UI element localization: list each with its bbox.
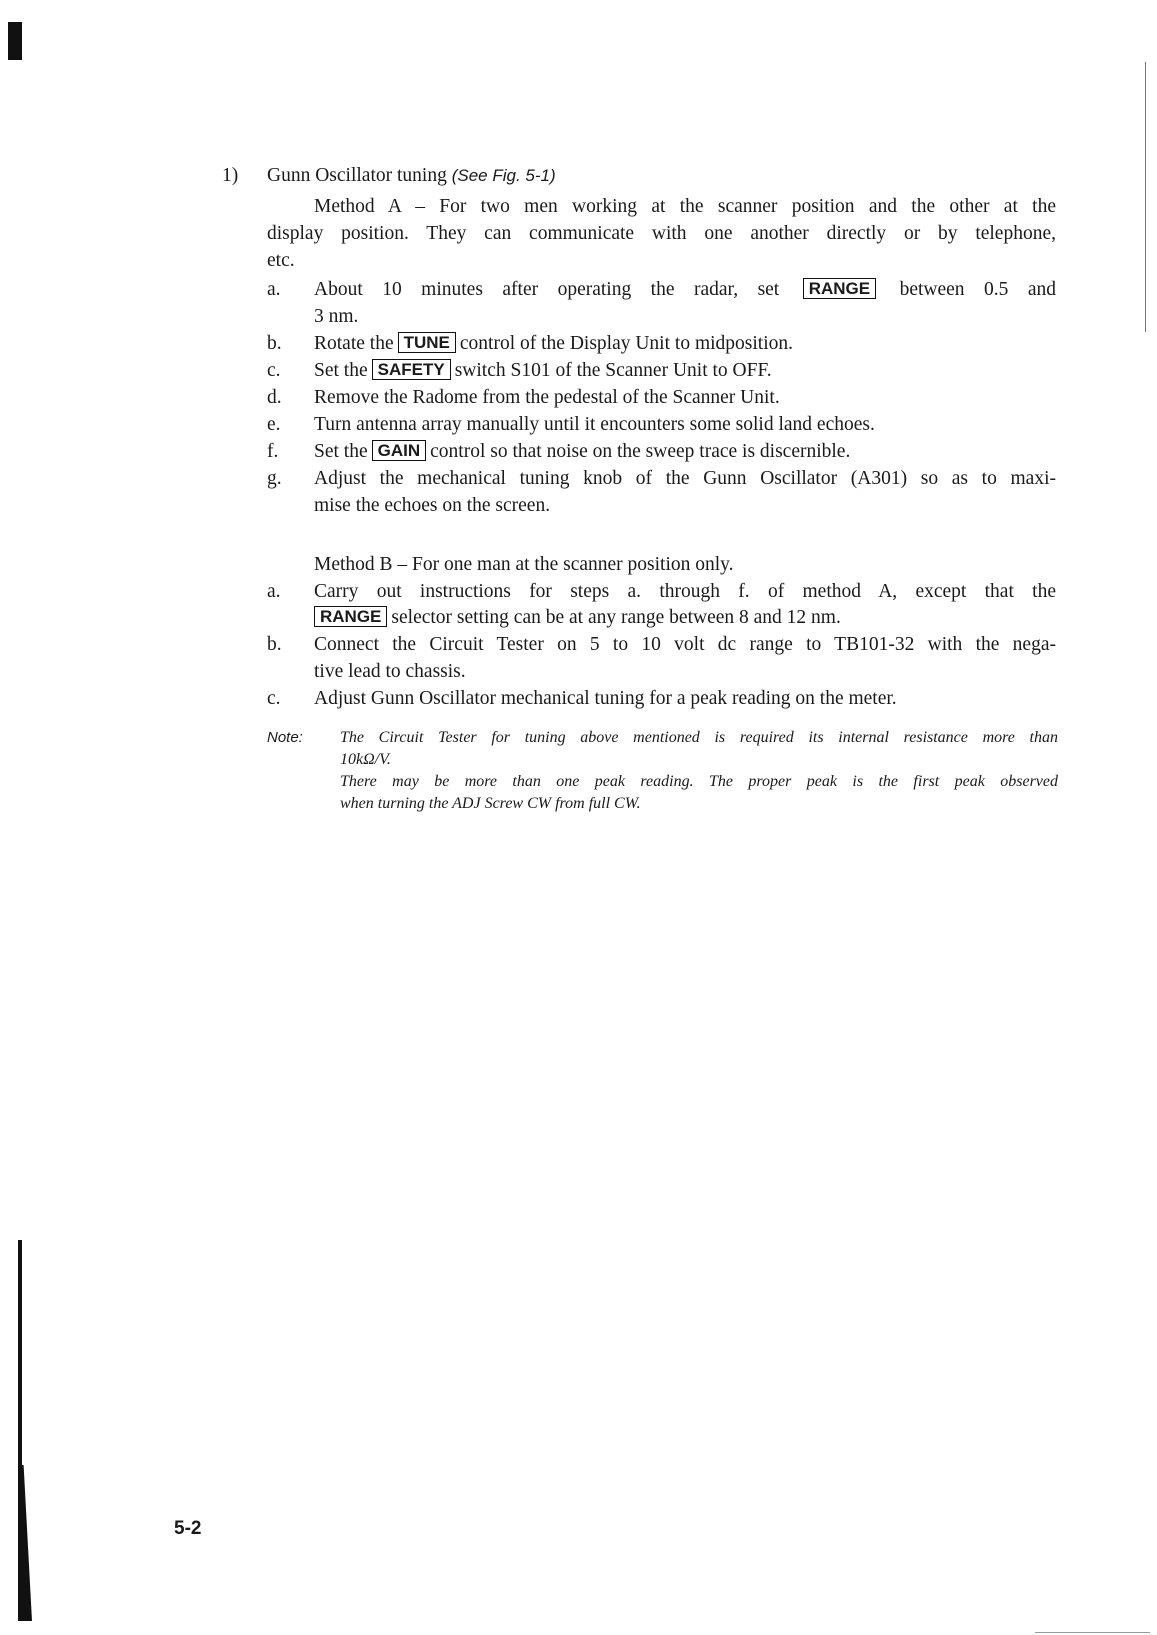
step-text: About 10 minutes after operating the radar, set: [314, 279, 780, 300]
method-b-step-b-cont: tive lead to chassis.: [314, 661, 466, 682]
note-line: There may be more than one peak reading. The proper peak is the first peak observed: [340, 773, 1058, 790]
method-a-intro-line1: Method A – For two men working at the scanner position and the other at the: [314, 196, 1056, 217]
method-a-step-d: Remove the Radome from the pedestal of the Scanner Unit.: [314, 387, 780, 408]
step-label: d.: [267, 387, 282, 408]
step-text: selector setting can be at any range between 8 and 12 nm.: [391, 607, 841, 628]
method-a-intro-line3: etc.: [267, 250, 295, 271]
method-a-step-g-cont: mise the echoes on the screen.: [314, 495, 551, 516]
method-a-step-e: Turn antenna array manually until it encounters some solid land echoes.: [314, 414, 875, 435]
method-a-step-g: Adjust the mechanical tuning knob of the Gunn Oscillator (A301) so as to maxi-: [314, 468, 1056, 489]
step-label: g.: [267, 468, 282, 489]
method-b-step-b: Connect the Circuit Tester on 5 to 10 volt dc range to TB101-32 with the nega-: [314, 634, 1056, 655]
step-text: Set the: [314, 360, 368, 381]
step-text: between 0.5 and: [899, 279, 1057, 300]
method-a-step-a: [314, 278, 1056, 302]
method-b-step-c: Adjust Gunn Oscillator mechanical tuning for a peak reading on the meter.: [314, 688, 897, 709]
step-text: Rotate the: [314, 333, 394, 354]
step-label: b.: [267, 634, 282, 655]
step-label: f.: [267, 441, 279, 462]
method-b-intro: Method B – For one man at the scanner position only.: [314, 554, 734, 575]
section-number: 1): [222, 165, 239, 186]
step-text: control of the Display Unit to midposition.: [459, 333, 793, 354]
method-a-step-f: [314, 440, 850, 464]
step-label: a.: [267, 581, 281, 602]
step-text: switch S101 of the Scanner Unit to OFF.: [454, 360, 772, 381]
step-label: c.: [267, 688, 281, 709]
range-key: RANGE: [803, 278, 876, 299]
figure-reference: (See Fig. 5-1): [451, 166, 556, 185]
range-key: RANGE: [314, 606, 387, 627]
method-a-step-c: [314, 359, 772, 383]
note-line: The Circuit Tester for tuning above mentioned is required its internal resistance more than: [340, 729, 1058, 746]
step-label: e.: [267, 414, 281, 435]
step-text: control so that noise on the sweep trace is discernible.: [430, 441, 851, 462]
step-label: a.: [267, 279, 281, 300]
tune-key: TUNE: [398, 332, 456, 353]
section-heading: [267, 164, 556, 188]
gain-key: GAIN: [372, 440, 427, 461]
method-b-step-a: Carry out instructions for steps a. through f. of method A, except that the: [314, 581, 1056, 602]
step-label: c.: [267, 360, 281, 381]
note-line: 10kΩ/V.: [340, 751, 391, 768]
method-b-step-a-cont: [314, 606, 841, 630]
safety-key: SAFETY: [372, 359, 451, 380]
note-line: when turning the ADJ Screw CW from full CW.: [340, 795, 641, 812]
section-title: Gunn Oscillator tuning: [267, 165, 447, 186]
page-number: 5-2: [174, 1518, 202, 1539]
step-label: b.: [267, 333, 282, 354]
method-a-step-b: [314, 332, 793, 356]
note-label: Note:: [267, 729, 303, 746]
method-a-step-a-cont: 3 nm.: [314, 306, 359, 327]
method-a-intro-line2: display position. They can communicate with one another directly or by telephone,: [267, 223, 1056, 244]
step-text: Set the: [314, 441, 368, 462]
